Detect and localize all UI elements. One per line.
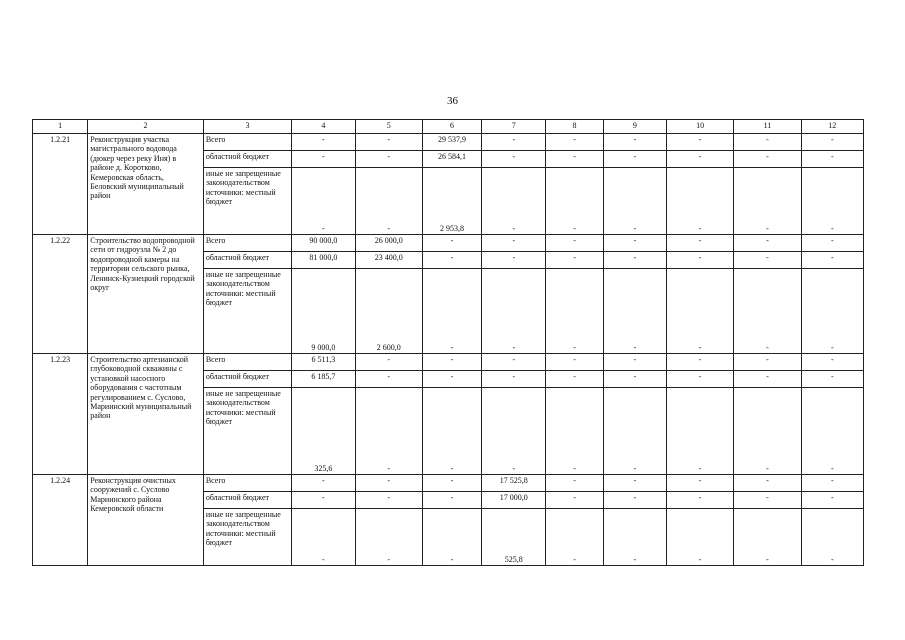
value-cell: - [734,492,801,509]
value-cell: - [355,509,422,566]
table-body [33,134,864,566]
value-cell: - [355,168,422,235]
value-cell: 81 000,0 [292,252,355,269]
value-cell: - [292,168,355,235]
value-cell: - [603,151,666,168]
value-cell: - [546,388,603,475]
value-cell: - [734,509,801,566]
value-cell: - [666,371,733,388]
value-cell: - [355,371,422,388]
table-row [33,134,864,151]
value-cell: 26 000,0 [355,235,422,252]
column-header: 11 [734,120,801,134]
item-code: 1.2.23 [33,354,88,475]
value-cell: - [666,388,733,475]
value-cell: - [422,492,481,509]
value-cell: - [482,388,546,475]
value-cell: - [603,168,666,235]
budget-table [32,119,864,566]
value-cell: - [603,509,666,566]
value-cell: - [355,475,422,492]
value-cell: - [666,151,733,168]
value-cell: - [482,151,546,168]
item-code: 1.2.24 [33,475,88,566]
value-cell: - [734,475,801,492]
value-cell: 17 525,8 [482,475,546,492]
value-cell: 6 185,7 [292,371,355,388]
value-cell: - [801,492,863,509]
value-cell: - [546,475,603,492]
value-cell: - [666,269,733,354]
column-header: 6 [422,120,481,134]
column-header: 1 [33,120,88,134]
value-cell: 23 400,0 [355,252,422,269]
value-cell: - [666,252,733,269]
value-cell: - [482,269,546,354]
value-cell: 2 953,8 [422,168,481,235]
value-cell: - [801,252,863,269]
value-cell: 9 000,0 [292,269,355,354]
value-cell: - [734,134,801,151]
value-cell: 525,8 [482,509,546,566]
value-cell: - [603,371,666,388]
table-row [33,235,864,252]
item-name: Реконструкция участка магистрального водовода (дюкер через реку Иня) в районе д. Коротково, Кемеровская область, Беловский муниципальный район [88,134,204,235]
value-cell: - [801,509,863,566]
value-cell: - [482,371,546,388]
column-header: 2 [88,120,204,134]
value-cell: - [355,354,422,371]
value-cell: 26 584,1 [422,151,481,168]
item-code: 1.2.21 [33,134,88,235]
value-cell: - [422,509,481,566]
value-cell: - [292,509,355,566]
value-cell: - [603,252,666,269]
value-cell: - [734,354,801,371]
item-code: 1.2.22 [33,235,88,354]
funding-source: Всего [203,475,291,492]
value-cell: - [801,235,863,252]
item-name: Строительство артезианской глубоководной скважины с установкой насосного оборудования с частотным регулированием с. Суслово, Мариинский муниципальный район [88,354,204,475]
value-cell: - [734,371,801,388]
value-cell: - [603,235,666,252]
page-number: 36 [447,95,458,107]
value-cell: - [422,252,481,269]
value-cell: - [422,354,481,371]
funding-source: областной бюджет [203,252,291,269]
value-cell: - [603,388,666,475]
value-cell: - [546,492,603,509]
value-cell: - [422,388,481,475]
value-cell: - [482,235,546,252]
value-cell: - [666,168,733,235]
funding-source: иные не запрещенные законодательством источники: местный бюджет [203,388,291,475]
column-header: 4 [292,120,355,134]
value-cell: - [292,475,355,492]
value-cell: - [482,252,546,269]
funding-source: иные не запрещенные законодательством источники: местный бюджет [203,269,291,354]
value-cell: - [801,134,863,151]
value-cell: - [603,475,666,492]
value-cell: - [801,388,863,475]
value-cell: - [355,492,422,509]
value-cell: - [292,151,355,168]
value-cell: - [734,252,801,269]
value-cell: - [801,371,863,388]
column-header: 12 [801,120,863,134]
funding-source: иные не запрещенные законодательством источники: местный бюджет [203,168,291,235]
value-cell: - [355,134,422,151]
value-cell: - [546,509,603,566]
value-cell: - [734,235,801,252]
value-cell: - [603,269,666,354]
column-header: 9 [603,120,666,134]
value-cell: - [666,134,733,151]
value-cell: - [801,168,863,235]
table-row [33,475,864,492]
value-cell: - [546,235,603,252]
value-cell: 29 537,9 [422,134,481,151]
value-cell: - [666,475,733,492]
value-cell: - [546,168,603,235]
value-cell: - [422,235,481,252]
value-cell: - [801,151,863,168]
value-cell: - [546,269,603,354]
column-header: 5 [355,120,422,134]
column-header: 8 [546,120,603,134]
value-cell: - [546,151,603,168]
value-cell: 90 000,0 [292,235,355,252]
value-cell: - [734,388,801,475]
value-cell: - [422,371,481,388]
value-cell: - [355,388,422,475]
item-name: Строительство водопроводной сети от гидроузла № 2 до водопроводной камеры на территории сельского рынка, Ленинск-Кузнецкий городской округ [88,235,204,354]
value-cell: - [666,235,733,252]
value-cell: - [734,168,801,235]
value-cell: - [546,252,603,269]
value-cell: - [801,475,863,492]
funding-source: иные не запрещенные законодательством источники: местный бюджет [203,509,291,566]
column-header: 3 [203,120,291,134]
value-cell: - [666,354,733,371]
value-cell: - [734,151,801,168]
column-header: 7 [482,120,546,134]
value-cell: 17 000,0 [482,492,546,509]
funding-source: Всего [203,354,291,371]
value-cell: - [603,354,666,371]
value-cell: - [801,354,863,371]
value-cell: - [292,134,355,151]
value-cell: 325,6 [292,388,355,475]
value-cell: - [422,475,481,492]
column-header: 10 [666,120,733,134]
funding-source: областной бюджет [203,371,291,388]
value-cell: - [801,269,863,354]
value-cell: - [292,492,355,509]
value-cell: - [546,371,603,388]
value-cell: - [666,509,733,566]
value-cell: - [666,492,733,509]
value-cell: - [603,492,666,509]
value-cell: - [482,168,546,235]
value-cell: - [355,151,422,168]
funding-source: Всего [203,134,291,151]
value-cell: - [603,134,666,151]
value-cell: - [734,269,801,354]
value-cell: 6 511,3 [292,354,355,371]
value-cell: - [546,134,603,151]
value-cell: - [482,354,546,371]
header-row [33,120,864,134]
item-name: Реконструкция очистных сооружений с. Суслово Мариинского района Кемеровской области [88,475,204,566]
value-cell: - [422,269,481,354]
funding-source: областной бюджет [203,492,291,509]
funding-source: областной бюджет [203,151,291,168]
value-cell: - [482,134,546,151]
funding-source: Всего [203,235,291,252]
value-cell: 2 600,0 [355,269,422,354]
value-cell: - [546,354,603,371]
table-row [33,354,864,371]
